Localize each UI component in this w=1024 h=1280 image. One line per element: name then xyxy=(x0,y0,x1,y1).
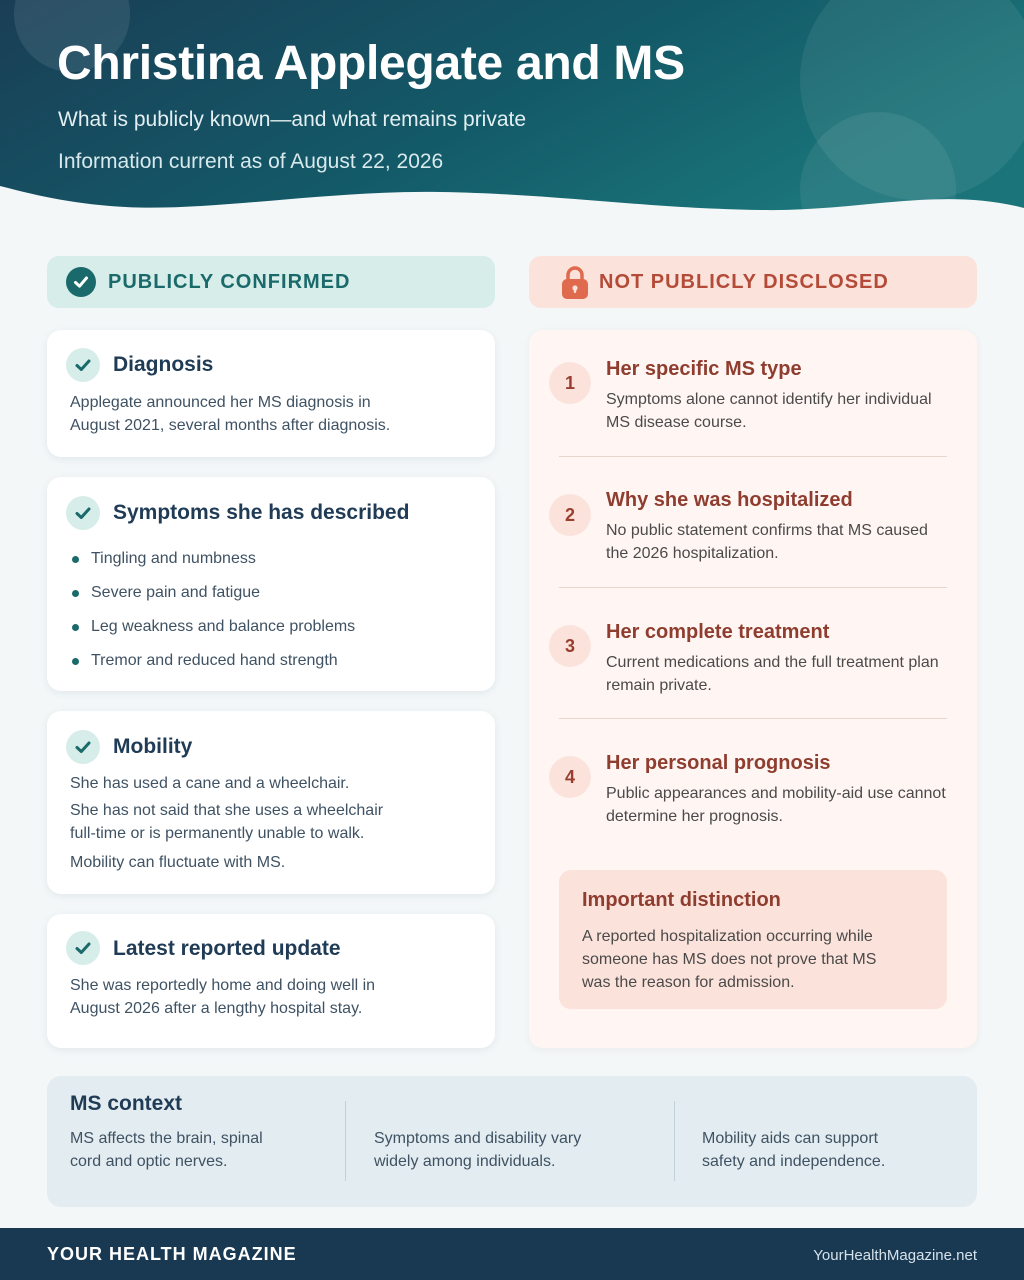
check-icon xyxy=(66,267,96,297)
item-text: Public appearances and mobility-aid use cannot determine her prognosis. xyxy=(606,785,946,825)
check-icon xyxy=(66,931,100,965)
number-badge: 4 xyxy=(549,756,591,798)
site-link[interactable]: YourHealthMagazine.net xyxy=(813,1247,977,1264)
context-col-2: Symptoms and disability vary widely among individuals. xyxy=(374,1130,582,1170)
number-badge: 2 xyxy=(549,494,591,536)
divider xyxy=(559,456,947,457)
check-icon xyxy=(66,348,100,382)
context-col-1: MS affects the brain, spinal cord and optic nerves. xyxy=(70,1130,263,1170)
update-card xyxy=(47,914,495,1048)
brand-name: YOUR HEALTH MAGAZINE xyxy=(47,1244,297,1264)
lock-icon xyxy=(561,265,589,299)
mobility-card xyxy=(47,711,495,894)
item-text: Symptoms alone cannot identify her individual MS disease course. xyxy=(606,391,932,431)
undisclosed-heading xyxy=(529,256,977,308)
footer xyxy=(0,1228,1024,1280)
mobility-line-3: Mobility can fluctuate with MS. xyxy=(70,854,286,871)
ms-context-bar xyxy=(47,1076,977,1207)
note-title: Important distinction xyxy=(582,889,781,911)
info-date: Information current as of August 22, 2026 xyxy=(58,150,444,173)
number-badge: 1 xyxy=(549,362,591,404)
undisclosed-panel xyxy=(529,330,977,1048)
mobility-line-1: She has used a cane and a wheelchair. xyxy=(70,775,350,792)
header-banner xyxy=(0,0,1024,240)
check-icon xyxy=(66,496,100,530)
mobility-title: Mobility xyxy=(113,735,193,758)
divider xyxy=(345,1101,346,1181)
symptoms-card xyxy=(47,477,495,691)
confirmed-heading-label: PUBLICLY CONFIRMED xyxy=(108,270,351,293)
diagnosis-card xyxy=(47,330,495,457)
divider xyxy=(559,587,947,588)
mobility-line-2: She has not said that she uses a wheelchair full-time or is permanently unable to walk. xyxy=(70,802,384,842)
item-title: Her specific MS type xyxy=(606,358,802,380)
symptoms-list xyxy=(70,547,355,683)
diagnosis-text: Applegate announced her MS diagnosis in August 2021, several months after diagnosis. xyxy=(70,394,391,434)
divider xyxy=(674,1101,675,1181)
important-distinction-note xyxy=(559,870,947,1009)
item-title: Why she was hospitalized xyxy=(606,489,853,511)
list-item: Severe pain and fatigue xyxy=(70,581,355,615)
note-text: A reported hospitalization occurring while someone has MS does not prove that MS was the reason for admission. xyxy=(582,928,877,991)
list-item: Tremor and reduced hand strength xyxy=(70,649,355,683)
item-text: No public statement confirms that MS caused the 2026 hospitalization. xyxy=(606,522,928,562)
confirmed-heading xyxy=(47,256,495,308)
diagnosis-title: Diagnosis xyxy=(113,353,214,376)
update-title: Latest reported update xyxy=(113,937,341,960)
context-col-3: Mobility aids can support safety and independence. xyxy=(702,1130,886,1170)
item-title: Her personal prognosis xyxy=(606,752,831,774)
update-text: She was reportedly home and doing well in August 2026 after a lengthy hospital stay. xyxy=(70,977,376,1017)
symptoms-title: Symptoms she has described xyxy=(113,501,410,524)
undisclosed-heading-label: NOT PUBLICLY DISCLOSED xyxy=(599,270,889,293)
check-icon xyxy=(66,730,100,764)
divider xyxy=(559,718,947,719)
item-text: Current medications and the full treatment plan remain private. xyxy=(606,654,939,694)
page-title: Christina Applegate and MS xyxy=(57,37,685,90)
page-subtitle: What is publicly known—and what remains private xyxy=(58,108,527,131)
number-badge: 3 xyxy=(549,625,591,667)
context-title: MS context xyxy=(70,1092,183,1115)
list-item: Leg weakness and balance problems xyxy=(70,615,355,649)
item-title: Her complete treatment xyxy=(606,621,830,643)
list-item: Tingling and numbness xyxy=(70,547,355,581)
